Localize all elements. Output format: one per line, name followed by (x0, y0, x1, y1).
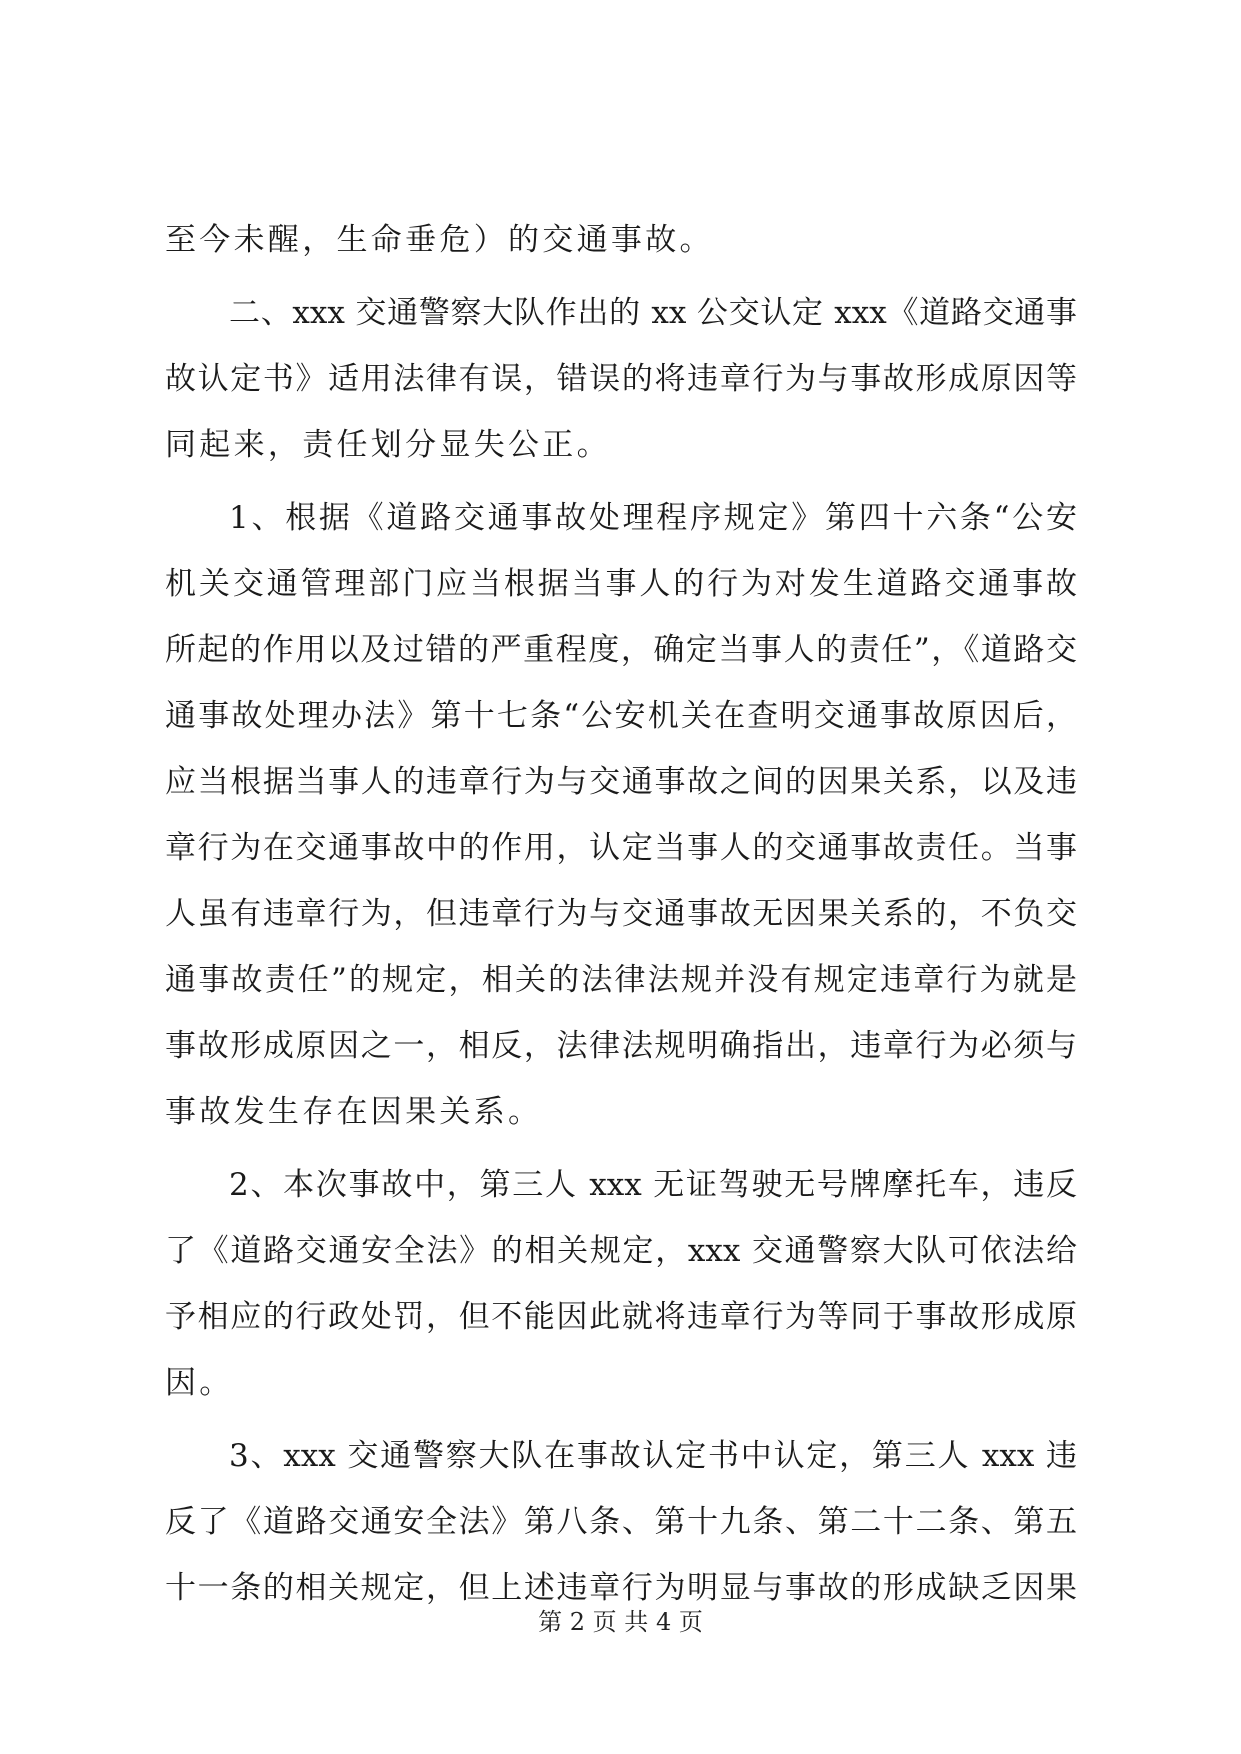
paragraph-line: 至今未醒，生命垂危）的交通事故。 (165, 222, 714, 258)
paragraph-line: 予相应的行政处罚，但不能因此就将违章行为等同于事故形成原 (165, 1299, 1077, 1335)
paragraph-line: 通事故处理办法》第十七条“公安机关在查明交通事故原因后， (165, 698, 1077, 734)
paragraph-line: 故认定书》适用法律有误，错误的将违章行为与事故形成原因等 (165, 361, 1077, 397)
page-number-footer: 第 2 页 共 4 页 (538, 1608, 703, 1636)
paragraph-line: 3、xxx 交通警察大队在事故认定书中认定，第三人 xxx 违 (229, 1438, 1077, 1474)
paragraph-line: 通事故责任”的规定，相关的法律法规并没有规定违章行为就是 (165, 962, 1077, 998)
paragraph-line: 反了《道路交通安全法》第八条、第十九条、第二十二条、第五 (165, 1504, 1077, 1540)
paragraph-line: 事故发生存在因果关系。 (165, 1094, 543, 1130)
paragraph-line: 十一条的相关规定，但上述违章行为明显与事故的形成缺乏因果 (165, 1570, 1077, 1606)
paragraph-line: 因。 (165, 1365, 234, 1401)
paragraph-line: 同起来，责任划分显失公正。 (165, 427, 611, 463)
paragraph-line: 事故形成原因之一，相反，法律法规明确指出，违章行为必须与 (165, 1028, 1077, 1064)
paragraph-line: 应当根据当事人的违章行为与交通事故之间的因果关系，以及违 (165, 764, 1077, 800)
paragraph-line: 人虽有违章行为，但违章行为与交通事故无因果关系的，不负交 (165, 896, 1077, 932)
paragraph-line: 了《道路交通安全法》的相关规定，xxx 交通警察大队可依法给 (165, 1233, 1077, 1269)
paragraph-line: 机关交通管理部门应当根据当事人的行为对发生道路交通事故 (165, 566, 1077, 602)
paragraph-line: 2、本次事故中，第三人 xxx 无证驾驶无号牌摩托车，违反 (229, 1167, 1077, 1203)
paragraph-line: 章行为在交通事故中的作用，认定当事人的交通事故责任。当事 (165, 830, 1077, 866)
paragraph-line: 二、xxx 交通警察大队作出的 xx 公交认定 xxx《道路交通事 (229, 295, 1077, 331)
paragraph-line: 所起的作用以及过错的严重程度，确定当事人的责任”，《道路交 (165, 632, 1077, 668)
document-body (165, 207, 1077, 1621)
paragraph-line: 1、根据《道路交通事故处理程序规定》第四十六条“公安 (229, 500, 1077, 536)
